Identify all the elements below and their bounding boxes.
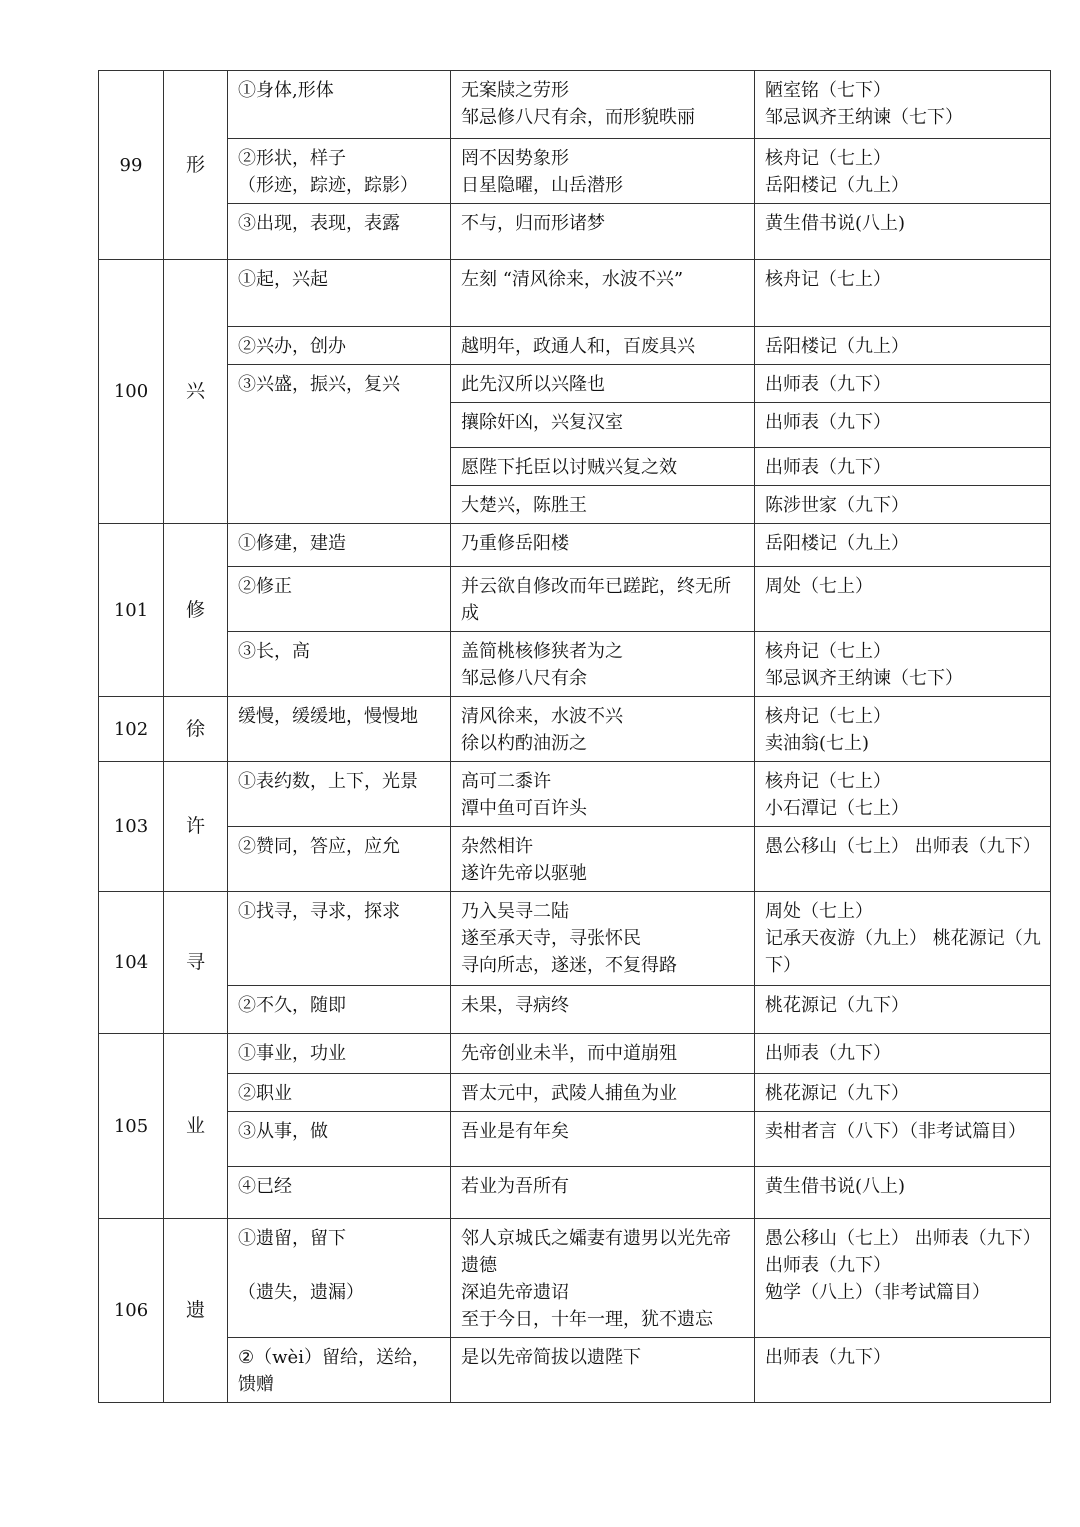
example-line: 愿陛下托臣以讨贼兴复之效 bbox=[461, 457, 677, 478]
sense-examples bbox=[451, 365, 755, 403]
meaning-line: ②修正 bbox=[238, 576, 292, 597]
meaning-line: ②赞同，答应，应允 bbox=[238, 836, 400, 857]
example-line: 无案牍之劳形 bbox=[461, 80, 569, 101]
sense-examples bbox=[451, 403, 755, 448]
sense-meaning bbox=[228, 1034, 451, 1074]
sense-sources bbox=[755, 260, 1051, 327]
sense-meaning bbox=[228, 327, 451, 365]
sense-examples bbox=[451, 1074, 755, 1112]
meaning-line: ①修建，建造 bbox=[238, 533, 346, 554]
table-row bbox=[99, 524, 1051, 567]
source-line: 出师表（九下） bbox=[765, 412, 891, 433]
entry-number: 105 bbox=[99, 1034, 164, 1219]
sense-examples bbox=[451, 986, 755, 1034]
source-line: 邹忌讽齐王纳谏（七下） bbox=[765, 107, 963, 128]
source-line: 桃花源记（九下） bbox=[765, 995, 909, 1016]
source-line: 出师表（九下） bbox=[765, 457, 891, 478]
example-line: 未果，寻病终 bbox=[461, 995, 569, 1016]
entry-number: 100 bbox=[99, 260, 164, 524]
example-line: 越明年，政通人和，百废具兴 bbox=[461, 336, 695, 357]
example-line: 大楚兴，陈胜王 bbox=[461, 495, 587, 516]
table-row bbox=[99, 327, 1051, 365]
source-line: 核舟记（七上） bbox=[765, 269, 891, 290]
meaning-line: ③长，高 bbox=[238, 641, 310, 662]
sense-meaning bbox=[228, 71, 451, 139]
example-line: 攘除奸凶，兴复汉室 bbox=[461, 412, 623, 433]
example-line: 遂许先帝以驱驰 bbox=[461, 863, 587, 884]
sense-sources bbox=[755, 1338, 1051, 1403]
example-line: 盖简桃核修狭者为之 bbox=[461, 641, 623, 662]
sense-examples bbox=[451, 1167, 755, 1219]
source-line: 出师表（九下） bbox=[765, 1347, 891, 1368]
sense-examples bbox=[451, 486, 755, 524]
table-row bbox=[99, 986, 1051, 1034]
example-line: 乃入吴寻二陆 bbox=[461, 901, 569, 922]
entry-character: 形 bbox=[164, 71, 228, 260]
example-line: 吾业是有年矣 bbox=[461, 1121, 569, 1142]
sense-sources bbox=[755, 697, 1051, 762]
source-line: 卖柑者言（八下）（非考试篇目） bbox=[765, 1121, 1026, 1142]
example-line: 若业为吾所有 bbox=[461, 1176, 569, 1197]
example-line: 邻人京城氏之孀妻有遗男以光先帝遗德 bbox=[461, 1228, 731, 1276]
sense-sources bbox=[755, 892, 1051, 986]
meaning-line: ①身体,形体 bbox=[238, 80, 334, 101]
sense-examples bbox=[451, 827, 755, 892]
example-line: 此先汉所以兴隆也 bbox=[461, 374, 605, 395]
sense-sources bbox=[755, 327, 1051, 365]
source-line: 周处（七上） bbox=[765, 576, 873, 597]
table-row bbox=[99, 139, 1051, 204]
table-row bbox=[99, 71, 1051, 139]
sense-sources bbox=[755, 71, 1051, 139]
source-line: 岳阳楼记（九上） bbox=[765, 336, 909, 357]
example-line: 左刻 “清风徐来，水波不兴” bbox=[461, 269, 684, 290]
sense-examples bbox=[451, 1112, 755, 1167]
meaning-line: ②形状，样子 bbox=[238, 148, 346, 169]
table-row bbox=[99, 365, 1051, 403]
sense-meaning bbox=[228, 365, 451, 524]
example-line: 杂然相许 bbox=[461, 836, 533, 857]
source-line: 核舟记（七上） bbox=[765, 641, 891, 662]
entry-character: 寻 bbox=[164, 892, 228, 1034]
sense-sources bbox=[755, 827, 1051, 892]
sense-sources bbox=[755, 139, 1051, 204]
sense-examples bbox=[451, 260, 755, 327]
sense-examples bbox=[451, 762, 755, 827]
meaning-line: ③从事，做 bbox=[238, 1121, 328, 1142]
source-line: 岳阳楼记（九上） bbox=[765, 533, 909, 554]
sense-meaning bbox=[228, 567, 451, 632]
example-line: 乃重修岳阳楼 bbox=[461, 533, 569, 554]
entry-character: 业 bbox=[164, 1034, 228, 1219]
sense-examples bbox=[451, 1219, 755, 1338]
example-line: 潭中鱼可百许头 bbox=[461, 798, 587, 819]
table-row bbox=[99, 1167, 1051, 1219]
sense-examples bbox=[451, 204, 755, 260]
meaning-line: ①起，兴起 bbox=[238, 269, 328, 290]
meaning-line: （遗失，遗漏） bbox=[238, 1282, 364, 1303]
meaning-line: ③出现，表现，表露 bbox=[238, 213, 400, 234]
entry-character: 兴 bbox=[164, 260, 228, 524]
sense-meaning bbox=[228, 1112, 451, 1167]
table-row bbox=[99, 827, 1051, 892]
meaning-line: ②（wèi）留给，送给，馈赠 bbox=[238, 1347, 430, 1395]
source-line: 核舟记（七上） bbox=[765, 771, 891, 792]
source-line: 记承天夜游（九上） 桃花源记（九下） bbox=[765, 928, 1041, 976]
example-line: 是以先帝简拔以遗陛下 bbox=[461, 1347, 641, 1368]
vocabulary-table-body bbox=[99, 71, 1051, 1403]
sense-sources bbox=[755, 1167, 1051, 1219]
source-line: 卖油翁(七上) bbox=[765, 733, 870, 754]
sense-meaning bbox=[228, 524, 451, 567]
entry-character: 遗 bbox=[164, 1219, 228, 1403]
entry-number: 103 bbox=[99, 762, 164, 892]
example-line: 至于今日，十年一理，犹不遗忘 bbox=[461, 1309, 713, 1330]
source-line: 小石潭记（七上） bbox=[765, 798, 909, 819]
example-line: 清风徐来，水波不兴 bbox=[461, 706, 623, 727]
sense-sources bbox=[755, 1074, 1051, 1112]
table-row bbox=[99, 204, 1051, 260]
example-line: 罔不因势象形 bbox=[461, 148, 569, 169]
sense-meaning bbox=[228, 1338, 451, 1403]
source-line: 愚公移山（七上） 出师表（九下） 出师表（九下） bbox=[765, 1228, 1041, 1276]
sense-meaning bbox=[228, 827, 451, 892]
example-line: 晋太元中，武陵人捕鱼为业 bbox=[461, 1083, 677, 1104]
sense-meaning bbox=[228, 986, 451, 1034]
meaning-line: ②兴办，创办 bbox=[238, 336, 346, 357]
table-row bbox=[99, 1338, 1051, 1403]
example-line: 寻向所志，遂迷，不复得路 bbox=[461, 955, 677, 976]
entry-number: 101 bbox=[99, 524, 164, 697]
sense-examples bbox=[451, 139, 755, 204]
sense-meaning bbox=[228, 697, 451, 762]
source-line: 黄生借书说(八上) bbox=[765, 1176, 906, 1197]
source-line: 核舟记（七上） bbox=[765, 706, 891, 727]
table-row bbox=[99, 1074, 1051, 1112]
source-line: 勉学（八上）（非考试篇目） bbox=[765, 1282, 990, 1303]
entry-number: 102 bbox=[99, 697, 164, 762]
meaning-line bbox=[238, 1252, 442, 1279]
example-line: 邹忌修八尺有余，而形貌昳丽 bbox=[461, 107, 695, 128]
sense-sources bbox=[755, 365, 1051, 403]
meaning-line: ③兴盛，振兴，复兴 bbox=[238, 374, 400, 395]
entry-number: 106 bbox=[99, 1219, 164, 1403]
meaning-line: ①事业，功业 bbox=[238, 1043, 346, 1064]
entry-character: 徐 bbox=[164, 697, 228, 762]
table-row bbox=[99, 1112, 1051, 1167]
meaning-line: ②职业 bbox=[238, 1083, 292, 1104]
sense-sources bbox=[755, 403, 1051, 448]
sense-meaning bbox=[228, 260, 451, 327]
table-row bbox=[99, 632, 1051, 697]
source-line: 周处（七上） bbox=[765, 901, 873, 922]
meaning-line: 缓慢，缓缓地，慢慢地 bbox=[238, 706, 418, 727]
vocabulary-table-page bbox=[98, 70, 1050, 1403]
meaning-line: ①遗留，留下 bbox=[238, 1228, 346, 1249]
sense-meaning bbox=[228, 1219, 451, 1338]
sense-meaning bbox=[228, 892, 451, 986]
sense-sources bbox=[755, 486, 1051, 524]
meaning-line: ①找寻，寻求，探求 bbox=[238, 901, 400, 922]
sense-examples bbox=[451, 1338, 755, 1403]
example-line: 高可二黍许 bbox=[461, 771, 551, 792]
entry-number: 99 bbox=[99, 71, 164, 260]
sense-sources bbox=[755, 567, 1051, 632]
sense-meaning bbox=[228, 139, 451, 204]
sense-meaning bbox=[228, 1167, 451, 1219]
sense-meaning bbox=[228, 204, 451, 260]
vocabulary-table bbox=[98, 70, 1051, 1403]
sense-meaning bbox=[228, 632, 451, 697]
table-row bbox=[99, 697, 1051, 762]
meaning-line: ①表约数，上下，光景 bbox=[238, 771, 418, 792]
sense-sources bbox=[755, 632, 1051, 697]
source-line: 桃花源记（九下） bbox=[765, 1083, 909, 1104]
example-line: 并云欲自修改而年已蹉跎，终无所成 bbox=[461, 576, 731, 624]
source-line: 愚公移山（七上） 出师表（九下） bbox=[765, 836, 1041, 857]
source-line: 邹忌讽齐王纳谏（七下） bbox=[765, 668, 963, 689]
example-line: 徐以杓酌油沥之 bbox=[461, 733, 587, 754]
table-row bbox=[99, 1219, 1051, 1338]
table-row bbox=[99, 567, 1051, 632]
source-line: 黄生借书说(八上) bbox=[765, 213, 906, 234]
example-line: 先帝创业未半，而中道崩殂 bbox=[461, 1043, 677, 1064]
sense-examples bbox=[451, 1034, 755, 1074]
example-line: 日星隐曜，山岳潜形 bbox=[461, 175, 623, 196]
source-line: 岳阳楼记（九上） bbox=[765, 175, 909, 196]
example-line: 深追先帝遗诏 bbox=[461, 1282, 569, 1303]
meaning-line: ②不久，随即 bbox=[238, 995, 346, 1016]
example-line: 邹忌修八尺有余 bbox=[461, 668, 587, 689]
source-line: 出师表（九下） bbox=[765, 1043, 891, 1064]
sense-meaning bbox=[228, 762, 451, 827]
example-line: 遂至承天寺，寻张怀民 bbox=[461, 928, 641, 949]
sense-meaning bbox=[228, 1074, 451, 1112]
entry-number: 104 bbox=[99, 892, 164, 1034]
sense-examples bbox=[451, 697, 755, 762]
sense-sources bbox=[755, 1219, 1051, 1338]
source-line: 陈涉世家（九下） bbox=[765, 495, 909, 516]
meaning-line: ④已经 bbox=[238, 1176, 292, 1197]
sense-examples bbox=[451, 892, 755, 986]
meaning-line: （形迹，踪迹，踪影） bbox=[238, 175, 418, 196]
sense-sources bbox=[755, 1034, 1051, 1074]
table-row bbox=[99, 762, 1051, 827]
entry-character: 修 bbox=[164, 524, 228, 697]
source-line: 核舟记（七上） bbox=[765, 148, 891, 169]
sense-examples bbox=[451, 567, 755, 632]
source-line: 出师表（九下） bbox=[765, 374, 891, 395]
table-row bbox=[99, 1034, 1051, 1074]
sense-examples bbox=[451, 524, 755, 567]
sense-examples bbox=[451, 71, 755, 139]
sense-examples bbox=[451, 632, 755, 697]
source-line: 陋室铭（七下） bbox=[765, 80, 891, 101]
table-row bbox=[99, 892, 1051, 986]
example-line: 不与，归而形诸梦 bbox=[461, 213, 605, 234]
sense-sources bbox=[755, 524, 1051, 567]
table-row bbox=[99, 260, 1051, 327]
sense-examples bbox=[451, 327, 755, 365]
entry-character: 许 bbox=[164, 762, 228, 892]
sense-sources bbox=[755, 762, 1051, 827]
sense-examples bbox=[451, 448, 755, 486]
sense-sources bbox=[755, 448, 1051, 486]
sense-sources bbox=[755, 986, 1051, 1034]
sense-sources bbox=[755, 1112, 1051, 1167]
sense-sources bbox=[755, 204, 1051, 260]
